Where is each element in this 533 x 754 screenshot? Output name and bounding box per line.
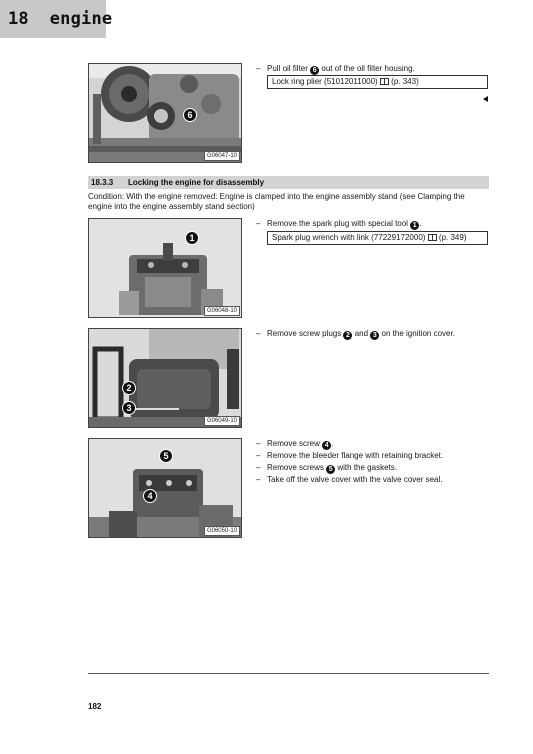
engine-photo-illustration: [89, 219, 242, 318]
callout-6: 6: [183, 108, 197, 122]
section-heading: [88, 176, 489, 189]
figure-oil-filter-photo: [88, 63, 242, 163]
callout-3: 3: [122, 401, 136, 415]
step-remove-screws: – Remove screws 5 with the gaskets.: [256, 463, 397, 473]
ref-num-1: 1: [410, 221, 419, 230]
step-take-off-valve-cover: – Take off the valve cover with the valve cover seal.: [256, 475, 443, 484]
callout-1: 1: [185, 231, 199, 245]
tool-page-link[interactable]: (p. 343): [391, 77, 419, 86]
end-of-step-triangle-icon: [483, 96, 488, 102]
tool-box-lock-ring-plier: Lock ring plier (51012011000) (p. 343): [267, 75, 488, 89]
figure-id: G06047-10: [204, 151, 240, 161]
engine-photo-illustration: [89, 329, 242, 428]
figure-spark-plug-photo: [88, 218, 242, 318]
footer-divider: [88, 673, 489, 674]
ref-num-5: 5: [326, 465, 335, 474]
manual-book-icon: [380, 78, 389, 85]
figure-id: G06048-10: [204, 306, 240, 316]
callout-4: 4: [143, 489, 157, 503]
figure-valve-cover-photo: [88, 438, 242, 538]
section-number: 18.3.3: [91, 178, 114, 187]
tool-page-link[interactable]: (p. 349): [438, 233, 467, 242]
callout-5: 5: [159, 449, 173, 463]
callout-2: 2: [122, 381, 136, 395]
figure-id: G06049-10: [204, 416, 240, 426]
chapter-header-tab: [0, 0, 113, 38]
section-title: Locking the engine for disassembly: [128, 178, 265, 187]
ref-num-4: 4: [322, 441, 331, 450]
page-number: 182: [88, 702, 102, 711]
ref-num-3: 3: [370, 331, 379, 340]
engine-photo-illustration: [89, 64, 242, 163]
tool-box-spark-plug-wrench: Spark plug wrench with link (77229172000) (p. 349): [267, 231, 488, 245]
condition-text: Condition: With the engine removed: Engine is clamped into the engine assembly stand (see Clamping the engine into the engine assembly stand section): [88, 192, 465, 211]
chapter-number: 18: [8, 9, 29, 29]
ref-num-2: 2: [343, 331, 352, 340]
ref-num-6: 6: [310, 66, 319, 75]
step-remove-screw-plugs: – Remove screw plugs 2 and 3 on the ignition cover.: [256, 329, 455, 339]
figure-id: G06050-10: [204, 526, 240, 536]
step-remove-screw: – Remove screw 4 .: [256, 439, 334, 449]
figure-ignition-cover-photo: [88, 328, 242, 428]
step-remove-bleeder-flange: – Remove the bleeder flange with retaining bracket.: [256, 451, 444, 460]
manual-book-icon: [428, 234, 437, 241]
step-remove-spark-plug: – Remove the spark plug with special tool 1 .: [256, 219, 422, 229]
step-pull-oil-filter: – Pull oil filter 6 out of the oil filter housing.: [256, 64, 415, 74]
chapter-title: engine: [49, 9, 113, 29]
